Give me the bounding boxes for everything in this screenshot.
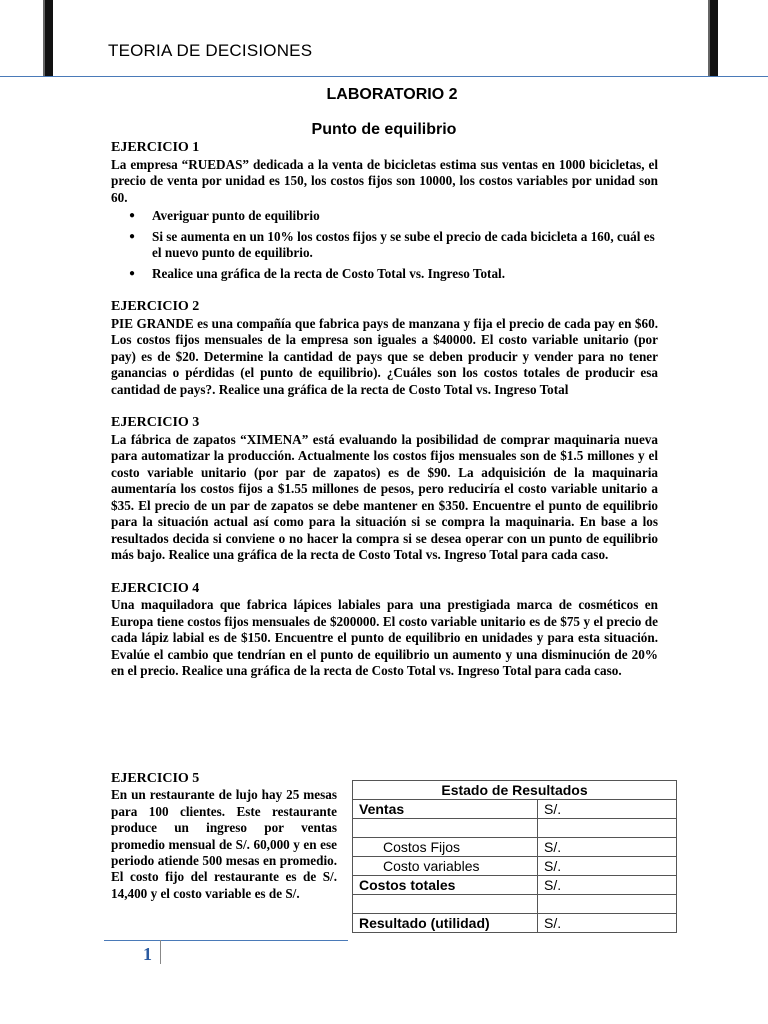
exercise-1: [111, 140, 658, 282]
exercise-text: La empresa “RUEDAS” dedicada a la venta de bicicletas estima sus ventas en 1000 bicicletas, el precio de venta por unidad es 150, los costos fijos son 10000, los costos variables por unidad son 60.: [111, 156, 658, 205]
results-table: [352, 780, 677, 933]
document-header-title: TEORIA DE DECISIONES: [108, 41, 313, 60]
row-label: Costos Fijos: [353, 838, 538, 857]
exercise-text: En un restaurante de lujo hay 25 mesas para 100 clientes. Este restaurante produce un ingreso por ventas promedio mensual de S/. 60,000 y en ese periodo atiende 500 mesas en promedio. El costo fijo del restaurante es de S/. 14,400 y el costo variable es de S/.: [111, 787, 337, 901]
row-value: [538, 819, 677, 838]
exercise-bullets: [111, 208, 658, 282]
exercise-heading: EJERCICIO 1: [111, 140, 200, 155]
row-label: Costo variables: [353, 857, 538, 876]
exercise-2: [111, 299, 658, 398]
row-value: [538, 895, 677, 914]
table-row: [353, 914, 677, 933]
row-label: Resultado (utilidad): [353, 914, 538, 933]
bullet-item: ● Averiguar punto de equilibrio: [152, 208, 658, 225]
results-table-caption: Estado de Resultados: [353, 781, 677, 800]
row-label: Costos totales: [353, 876, 538, 895]
exercise-heading: EJERCICIO 4: [111, 580, 200, 596]
table-row: [353, 857, 677, 876]
exercise-heading: EJERCICIO 5: [111, 771, 200, 786]
bullet-item: ● Si se aumenta en un 10% los costos fijos y se sube el precio de cada bicicleta a 160, cuál es el nuevo punto de equilibrio.: [152, 229, 658, 262]
row-value: S/.: [538, 857, 677, 876]
row-label: [353, 819, 538, 838]
page-number: 1: [143, 944, 152, 964]
exercise-5: [111, 771, 337, 902]
row-label: Ventas: [353, 800, 538, 819]
exercise-heading: EJERCICIO 2: [111, 299, 200, 314]
left-header-bar: [43, 0, 53, 76]
exercise-text: La fábrica de zapatos “XIMENA” está evaluando la posibilidad de comprar maquinaria nueva para automatizar la producción. Actualmente los costos fijos mensuales son de $1.5 millones y el costo variable unitario (por par de zapatos) es de $90. La adquisición de la maquinaria aumentaría los costos fijos a $1.55 millones de pesos, pero reduciría el costo variable unitario a $35. El precio de un par de zapatos se debe mantener en $350. Encuentre el punto de equilibrio para la situación actual así como para la situación si se compra la maquinaria. En base a los resultados decida si conviene o no hacer la compra si se desea operar con un punto de equilibrio más bajo. Realice una gráfica de la recta de Costo Total vs. Ingreso Total para cada caso.: [111, 431, 658, 562]
table-row: [353, 838, 677, 857]
lab-title: LABORATORIO 2: [326, 86, 458, 103]
exercise-text: PIE GRANDE es una compañía que fabrica pays de manzana y fija el precio de cada pay en $60. Los costos fijos mensuales de la empresa son iguales a $40000. El costo variable unitario (por pay) es de $20. Determine la cantidad de pays que se deben producir y vender para no tener ganancias o pérdidas (el punto de equilibrio). ¿Cuáles son los costos totales de producir esa cantidad de pays?. Realice una gráfica de la recta de Costo Total vs. Ingreso Total: [111, 315, 658, 397]
exercise-heading: EJERCICIO 3: [111, 415, 200, 430]
exercise-3: [111, 415, 658, 564]
section-title: Punto de equilibrio: [311, 121, 457, 138]
row-value: S/.: [538, 838, 677, 857]
table-row: [353, 800, 677, 819]
row-value: S/.: [538, 914, 677, 933]
exercise-text: Una maquiladora que fabrica lápices labiales para una prestigiada marca de cosméticos en Europa tiene costos fijos mensuales de $200000. El costo variable unitario es de $75 y el precio de cada lápiz labial es de $150. Encuentre el punto de equilibrio en unidades y para esta situación. Evalúe el cambio que tendrían en el punto de equilibrio un aumento y una disminución de 20% en el precio. Realice una gráfica de la recta de Costo Total vs. Ingreso Total para cada caso.: [111, 597, 658, 678]
row-label: [353, 895, 538, 914]
exercises-content: [111, 140, 658, 697]
footer-vertical-divider: [160, 940, 161, 964]
row-value: S/.: [538, 876, 677, 895]
row-value: S/.: [538, 800, 677, 819]
right-header-bar: [708, 0, 718, 76]
exercise-4: [111, 581, 658, 680]
table-row: [353, 819, 677, 838]
footer-divider: [104, 940, 348, 941]
table-row: [353, 895, 677, 914]
header-divider: [0, 76, 768, 77]
table-row: [353, 876, 677, 895]
bullet-item: ● Realice una gráfica de la recta de Costo Total vs. Ingreso Total.: [152, 266, 658, 283]
